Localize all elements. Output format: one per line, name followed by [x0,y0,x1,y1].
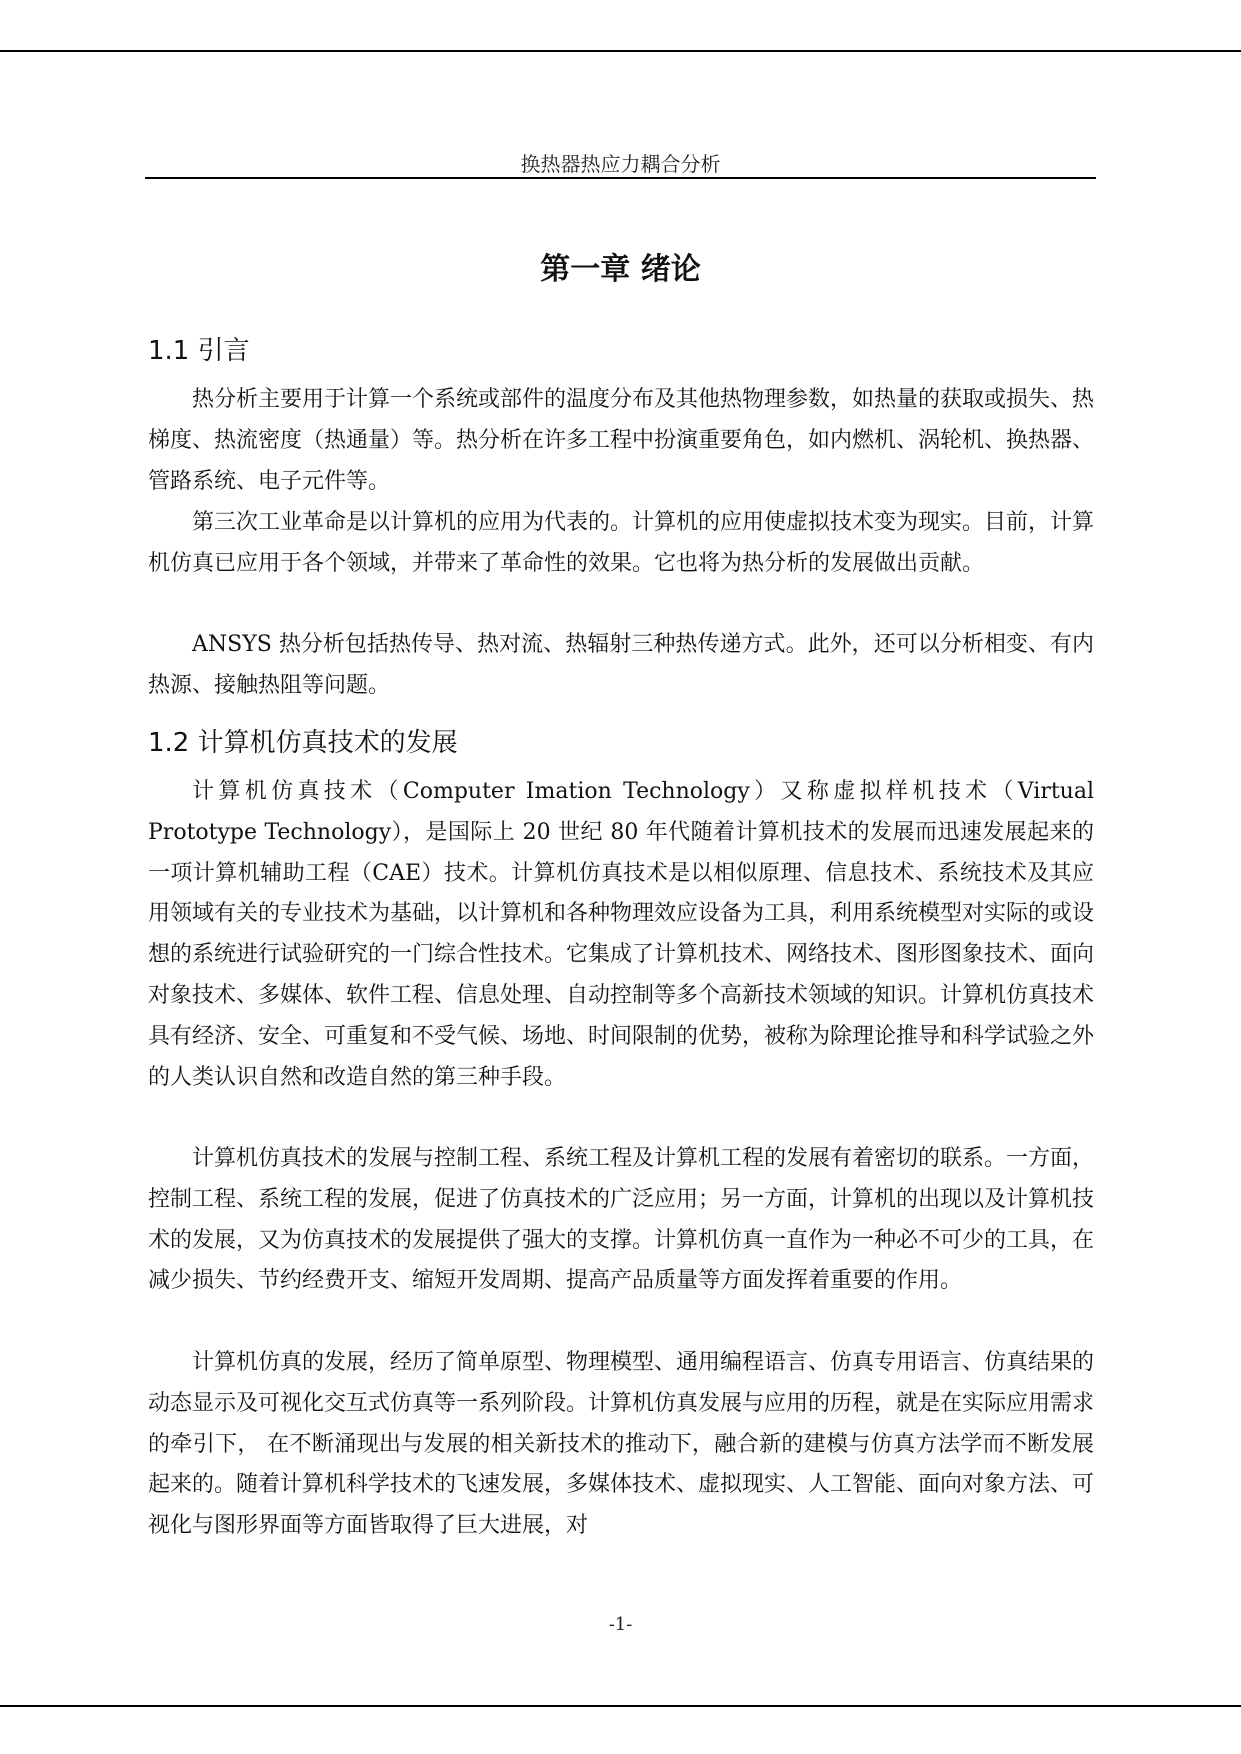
paragraph: ANSYS 热分析包括热传导、热对流、热辐射三种热传递方式。此外，还可以分析相变、有内热源、接触热阻等问题。 [148,632,1094,698]
paragraph: 计算机仿真技术的发展与控制工程、系统工程及计算机工程的发展有着密切的联系。一方面，控制工程、系统工程的发展，促进了仿真技术的广泛应用；另一方面，计算机的出现以及计算机技术的发展，又为仿真技术的发展提供了强大的支撑。计算机仿真一直作为一种必不可少的工具，在减少损失、节约经费开支、缩短开发周期、提高产品质量等方面发挥着重要的作用。 [148,1146,1095,1294]
paragraph: 计算机仿真技术（Computer Imation Technology）又称虚拟样机技术（Virtual Prototype Technology），是国际上 20 世纪 80 年代随着计算机技术的发展而迅速发展起来的一项计算机辅助工程（CAE）技术。计算机仿真技术是以相似原理、信息技术、系统技术及其应用领域有关的专业技术为基础，以计算机和各种物理效应设备为工具，利用系统模型对实际的或设想的系统进行试验研究的一门综合性技术。它集成了计算机技术、网络技术、图形图象技术、面向对象技术、多媒体、软件工程、信息处理、自动控制等多个高新技术领域的知识。计算机仿真技术具有经济、安全、可重复和不受气候、场地、时间限制的优势，被称为除理论推导和科学试验之外的人类认识自然和改造自然的第三种手段。 [148,779,1095,1090]
running-header: 换热器热应力耦合分析 [520,152,721,176]
paragraph: 计算机仿真的发展，经历了简单原型、物理模型、通用编程语言、仿真专用语言、仿真结果的动态显示及可视化交互式仿真等一系列阶段。计算机仿真发展与应用的历程，就是在实际应用需求的牵引下， 在不断涌现出与发展的相关新技术的推动下，融合新的建模与仿真方法学而不断发展起来的。随着计算机科学技术的飞速发展，多媒体技术、虚拟现实、人工智能、面向对象方法、可视化与图形界面等方面皆取得了巨大进展，对 [148,1350,1095,1539]
header-rule [145,177,1096,179]
page-number: -1- [608,1614,633,1635]
paragraph: 第三次工业革命是以计算机的应用为代表的。计算机的应用使虚拟技术变为现实。目前，计算机仿真已应用于各个领域，并带来了革命性的效果。它也将为热分析的发展做出贡献。 [148,510,1095,576]
chapter-title: 第一章 绪论 [540,252,701,287]
section-heading-1-1: 1.1 引言 [148,336,250,366]
section-heading-1-2: 1.2 计算机仿真技术的发展 [148,728,458,758]
page-bottom-border [0,1705,1241,1707]
page-top-border [0,50,1241,52]
paragraph: 热分析主要用于计算一个系统或部件的温度分布及其他热物理参数，如热量的获取或损失、热梯度、热流密度（热通量）等。热分析在许多工程中扮演重要角色，如内燃机、涡轮机、换热器、管路系统、电子元件等。 [148,387,1095,494]
